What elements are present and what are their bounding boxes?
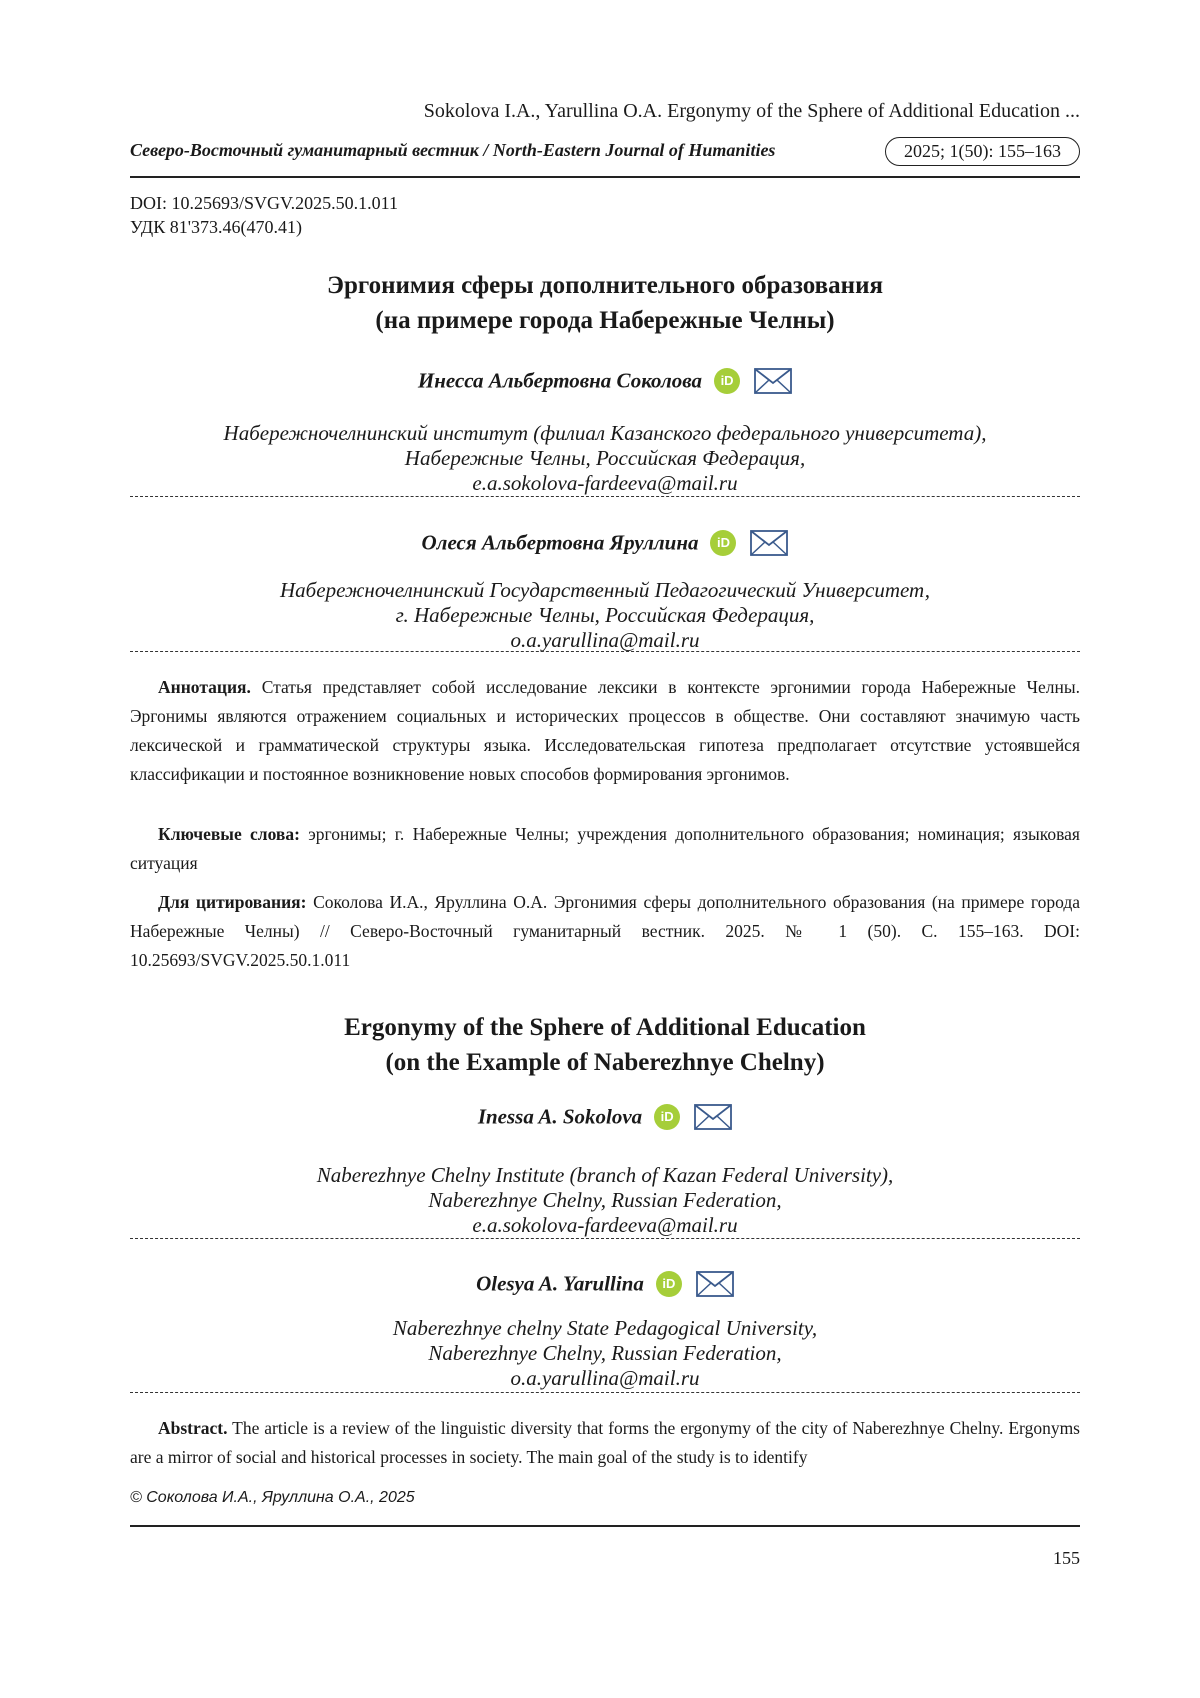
- title-en-line2: (on the Example of Naberezhnye Chelny): [385, 1049, 825, 1076]
- issue-badge: 2025; 1(50): 155–163: [885, 137, 1080, 166]
- udk: УДК 81'373.46(470.41): [130, 217, 302, 237]
- affiliation-ru-2: [130, 578, 1080, 653]
- title-ru-line2: (на примере города Набережные Челны): [375, 307, 835, 334]
- author-name: Olesya A. Yarullina: [476, 1271, 644, 1296]
- affiliation-en-2: [130, 1316, 1080, 1391]
- affiliation-line: Набережночелнинский Государственный Педагогический Университет,: [280, 578, 930, 602]
- title-ru-line1: Эргонимия сферы дополнительного образования: [326, 272, 884, 299]
- dashed-divider: [130, 496, 1080, 497]
- orcid-icon[interactable]: iD: [714, 368, 740, 394]
- annotation: [130, 673, 1080, 789]
- abstract-text: The article is a review of the linguistic diversity that forms the ergonymy of the city of Naberezhnye Chelny. Ergonyms are a mirror of social and historical processes in society. The main goal of the study is to identify: [130, 1418, 1080, 1467]
- journal-header: [130, 137, 1080, 173]
- affiliation-line: Naberezhnye Chelny, Russian Federation,: [428, 1341, 782, 1365]
- annotation-text: Статья представляет собой исследование лексики в контексте эргонимии города Набережные Челны. Эргонимы являются отражением социальных и исторических процессов в обществе. Они составляют значимую часть лексической и грамматической структуры языка. Исследовательская гипотеза предполагает отсутствие устоявшейся классификации и постоянное возникновение новых способов формирования эргонимов.: [130, 677, 1080, 784]
- abstract-label: Abstract.: [158, 1418, 228, 1438]
- author-email[interactable]: e.a.sokolova-fardeeva@mail.ru: [472, 471, 738, 495]
- author-name: Инесса Альбертовна Соколова: [417, 368, 703, 393]
- affiliation-line: Naberezhnye Chelny Institute (branch of Kazan Federal University),: [316, 1163, 894, 1187]
- keywords-text: эргонимы; г. Набережные Челны; учреждения дополнительного образования; номинация; языковая ситуация: [130, 824, 1080, 873]
- page-number: 155: [1053, 1548, 1080, 1568]
- author-en-2: [130, 1270, 1080, 1297]
- affiliation-line: Набережночелнинский институт (филиал Казанского федерального университета),: [223, 421, 987, 445]
- affiliation-en-1: [130, 1163, 1080, 1238]
- author-ru-2: [130, 529, 1080, 556]
- keywords-label: Ключевые слова:: [158, 824, 300, 844]
- title-ru: [130, 268, 1080, 338]
- header-rule: [130, 176, 1080, 178]
- affiliation-ru-1: [130, 421, 1080, 496]
- mail-icon[interactable]: [750, 530, 788, 556]
- dashed-divider: [130, 1392, 1080, 1393]
- doi: DOI: 10.25693/SVGV.2025.50.1.011: [130, 193, 399, 213]
- affiliation-line: Naberezhnye Chelny, Russian Federation,: [428, 1188, 782, 1212]
- running-head: Sokolova I.A., Yarullina O.A. Ergonymy of the Sphere of Additional Education ...: [423, 100, 1080, 122]
- title-en-line1: Ergonymy of the Sphere of Additional Education: [344, 1014, 866, 1041]
- author-name: Inessa A. Sokolova: [477, 1104, 643, 1129]
- citation-text: Соколова И.А., Яруллина О.А. Эргонимия сферы дополнительного образования (на примере города Набережные Челны) // Северо-Восточный гуманитарный вестник. 2025. № 1 (50). С. 155–163. DOI: 10.25693/SVGV.2025.50.1.011: [130, 892, 1080, 970]
- citation-label: Для цитирования:: [158, 892, 307, 912]
- footer-rule: [130, 1525, 1080, 1527]
- mail-icon[interactable]: [754, 368, 792, 394]
- affiliation-line: Naberezhnye chelny State Pedagogical University,: [392, 1316, 818, 1340]
- title-en: [130, 1010, 1080, 1080]
- affiliation-line: г. Набережные Челны, Российская Федерация,: [395, 603, 815, 627]
- dashed-divider: [130, 651, 1080, 652]
- citation: [130, 888, 1080, 975]
- article-meta: [130, 191, 398, 239]
- orcid-icon[interactable]: iD: [656, 1271, 682, 1297]
- abstract: [130, 1414, 1080, 1472]
- orcid-icon[interactable]: iD: [710, 530, 736, 556]
- keywords: [130, 820, 1080, 878]
- author-email[interactable]: o.a.yarullina@mail.ru: [510, 628, 700, 652]
- author-en-1: [130, 1103, 1080, 1130]
- author-name: Олеся Альбертовна Яруллина: [421, 530, 699, 555]
- journal-name: Северо-Восточный гуманитарный вестник / North-Eastern Journal of Humanities: [130, 140, 776, 160]
- annotation-label: Аннотация.: [158, 677, 251, 697]
- mail-icon[interactable]: [694, 1104, 732, 1130]
- copyright: © Соколова И.А., Яруллина О.А., 2025: [130, 1489, 415, 1506]
- mail-icon[interactable]: [696, 1271, 734, 1297]
- author-email[interactable]: o.a.yarullina@mail.ru: [510, 1366, 700, 1390]
- author-email[interactable]: e.a.sokolova-fardeeva@mail.ru: [472, 1213, 738, 1237]
- affiliation-line: Набережные Челны, Российская Федерация,: [404, 446, 806, 470]
- dashed-divider: [130, 1238, 1080, 1239]
- author-ru-1: [130, 367, 1080, 394]
- orcid-icon[interactable]: iD: [654, 1104, 680, 1130]
